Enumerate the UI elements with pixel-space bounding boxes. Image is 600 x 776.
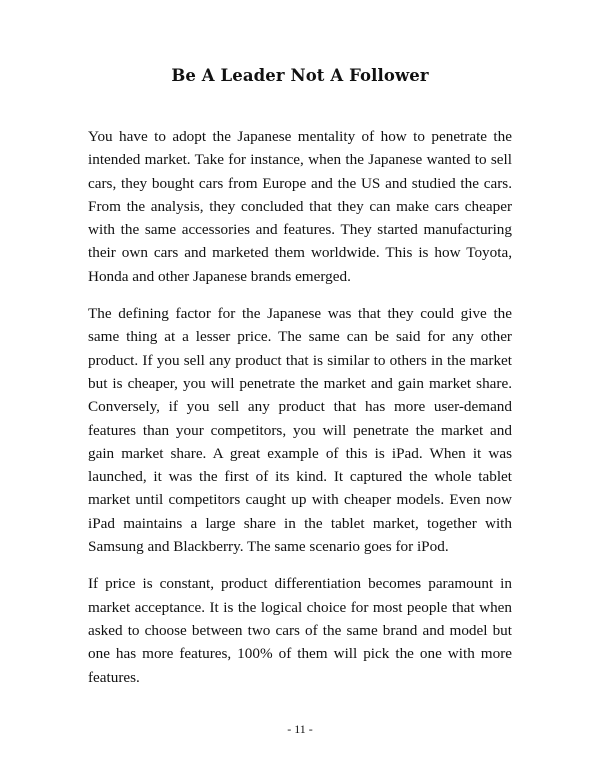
page-number: - 11 - — [287, 722, 313, 736]
paragraph-3: If price is constant, product differentiation becomes paramount in market acceptance. It is the logical choice for most people that when asked to choose between two cars of the same brand and model but one has more features, 100% of them will pick the one with more features. — [88, 575, 512, 686]
paragraph-1: You have to adopt the Japanese mentality of how to penetrate the intended market. Take for instance, when the Japanese wanted to sell cars, they bought cars from Europe and the US and studied the cars. From the analysis, they concluded that they can make cars cheaper with the same accessories and features. They started manufacturing their own cars and marketed them worldwide. This is how Toyota, Honda and other Japanese brands emerged. — [88, 128, 512, 285]
paragraph-2: The defining factor for the Japanese was that they could give the same thing at a lesser price. The same can be said for any other product. If you sell any product that is similar to others in the market but is cheaper, you will penetrate the market and gain market share. Conversely, if you sell any product that has more user-demand features than your competitors, you will penetrate the market and gain market share. A great example of this is iPad. When it was launched, it was the first of its kind. It captured the whole tablet market until competitors caught up with cheaper models. Even now iPad maintains a large share in the tablet market, together with Samsung and Blackberry. The same scenario goes for iPod. — [88, 305, 512, 556]
page-title: Be A Leader Not A Follower — [171, 66, 429, 85]
body-text — [88, 125, 512, 703]
